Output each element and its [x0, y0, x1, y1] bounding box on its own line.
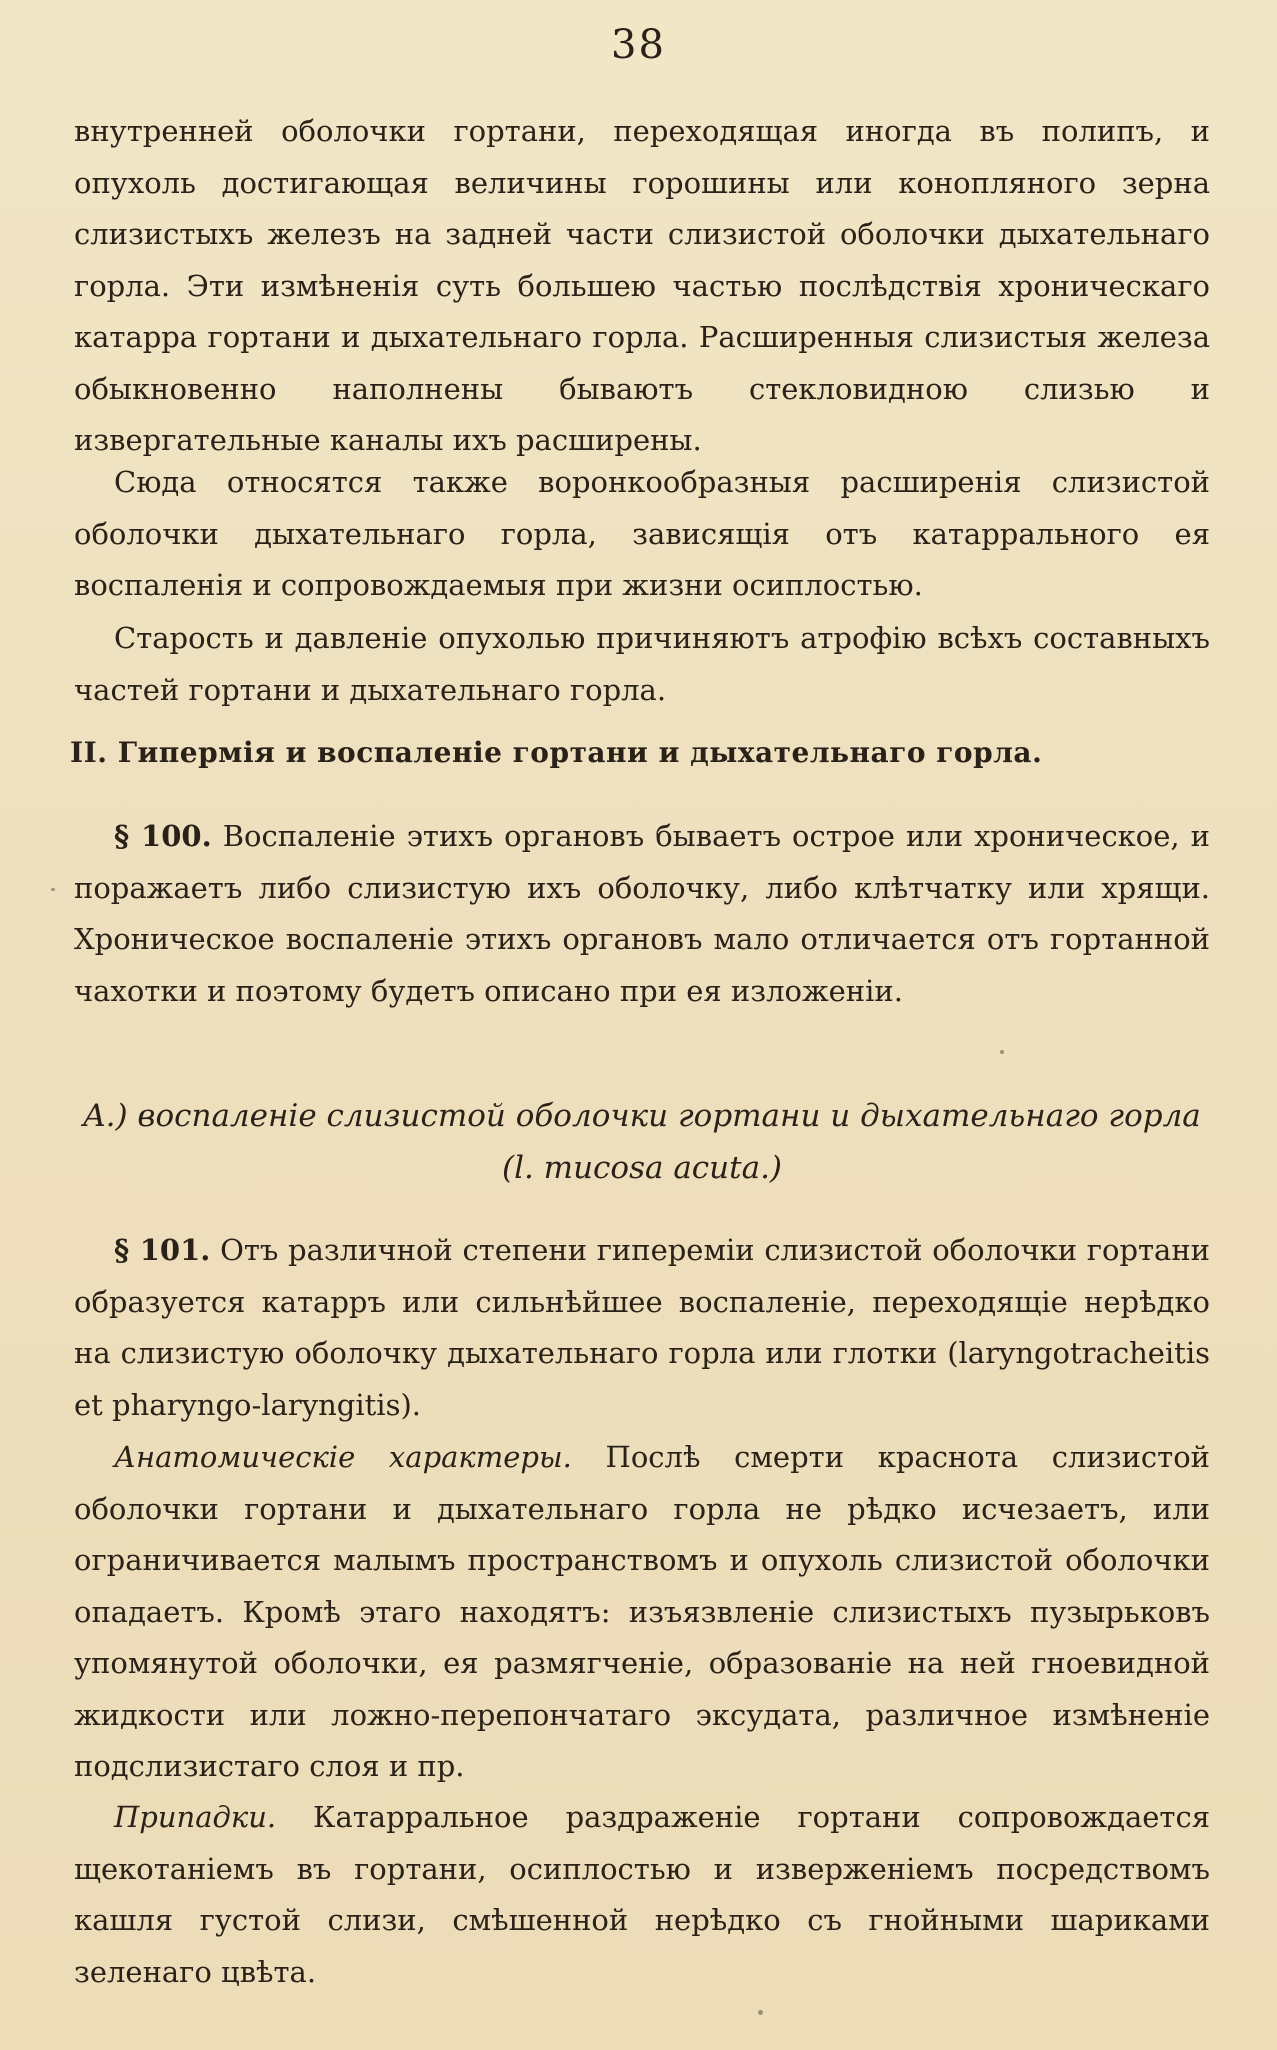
paragraph-2: [74, 457, 1210, 612]
paragraph-symptoms: [74, 1792, 1210, 1998]
paragraph-1-text: внутренней оболочки гортани, переходящая иногда въ полипъ, и опухоль достигающая величины горошины или конопляного зерна слизистыхъ железъ на задней части слизистой оболочки дыхательнаго горла. Эти измѣненія суть большею частью послѣдствія хроническаго катарра гортани и дыхательнаго горла. Расширенныя слизистыя железа обыкновенно наполнены бываютъ стекловидною слизью и извергательные каналы ихъ расширены.: [74, 114, 1210, 457]
paragraph-3-text: Старость и давленіе опухолью причиняютъ атрофію всѣхъ составныхъ частей гортани и дыхательнаго горла.: [74, 621, 1210, 707]
paragraph-100: [74, 811, 1210, 1017]
section-number-101: § 101.: [114, 1233, 211, 1267]
anatomy-text: Послѣ смерти краснота слизистой оболочки гортани и дыхательнаго горла не рѣдко исчезаетъ, или ограничивается малымъ пространствомъ и опухоль слизистой оболочки опадаетъ. Кромѣ этаго находятъ: изъязвленіе слизистыхъ пузырьковъ упомянутой оболочки, ея размягченіе, образованіе на ней гноевидной жидкости или ложно-перепончатаго эксудата, различное измѣненіе подслизистаго слоя и пр.: [74, 1440, 1210, 1783]
section-number-100: § 100.: [114, 819, 212, 853]
subheading-latin: (l. mucosa acuta.): [501, 1150, 783, 1186]
paragraph-100-body: [74, 811, 1210, 1017]
paragraph-2-text: Сюда относятся также воронкообразныя расширенія слизистой оболочки дыхательнаго горла, зависящія отъ катаррального ея воспаленія и сопровождаемыя при жизни осиплостью.: [74, 465, 1210, 602]
paragraph-101: [74, 1225, 1210, 1431]
paragraph-symptoms-body: [74, 1792, 1210, 1998]
paragraph-101-text: Отъ различной степени гипереміи слизистой оболочки гортани образуется катарръ или сильнѣйшее воспаленіе, переходящіе нерѣдко на слизистую оболочку дыхательнаго горла или глотки (laryngotracheitis et pharyngo-laryngitis).: [74, 1233, 1211, 1422]
symptoms-text: Катарральное раздраженіе гортани сопровождается щекотаніемъ въ гортани, осиплостью и изверженіемъ посредствомъ кашля густой слизи, смѣшенной нерѣдко съ гнойными шариками зеленаго цвѣта.: [74, 1800, 1210, 1989]
paragraph-1: [74, 106, 1210, 467]
subheading-text: воспаленіе слизистой оболочки гортани и дыхательнаго горла: [137, 1098, 1201, 1134]
anatomy-lead: Анатомическіе характеры.: [114, 1440, 572, 1474]
paragraph-anatomy-body: [74, 1432, 1210, 1793]
subheading-label: A.): [83, 1098, 128, 1134]
section-heading: II. Гипермія и воспаленіе гортани и дыхательнаго горла.: [70, 736, 1043, 769]
paper-speck: [1000, 1050, 1004, 1054]
paragraph-101-body: [74, 1225, 1210, 1431]
subheading: [74, 1090, 1210, 1194]
page-number: 38: [611, 22, 666, 68]
paragraph-anatomy: [74, 1432, 1210, 1793]
symptoms-lead: Припадки.: [114, 1800, 277, 1834]
paragraph-3: [74, 613, 1210, 716]
paper-speck: [51, 888, 55, 891]
paper-speck: [758, 2010, 763, 2015]
paragraph-100-text: Воспаленіе этихъ органовъ бываетъ острое или хроническое, и поражаетъ либо слизистую ихъ оболочку, либо клѣтчатку или хрящи. Хроническое воспаленіе этихъ органовъ мало отличается отъ гортанной чахотки и поэтому будетъ описано при ея изложеніи.: [74, 819, 1210, 1008]
